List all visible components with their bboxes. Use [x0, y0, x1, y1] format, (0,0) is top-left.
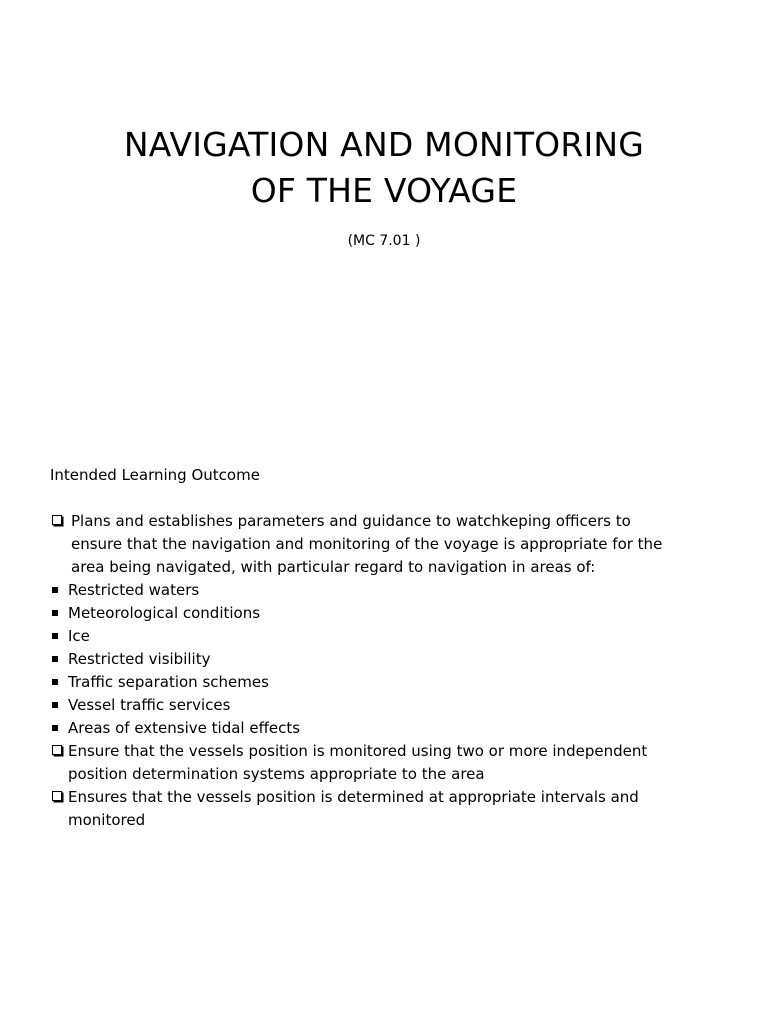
- square-bullet-icon: [52, 702, 58, 708]
- outcome-item-1-line-2: ensure that the navigation and monitoring of the voyage is appropriate for the: [71, 535, 663, 553]
- list-item: [50, 717, 750, 740]
- square-bullet-icon: [52, 679, 58, 685]
- title-line-2: OF THE VOYAGE: [250, 171, 518, 210]
- list-item: [50, 648, 750, 671]
- checkbox-icon: [52, 745, 62, 755]
- list-item-label: Restricted waters: [68, 581, 200, 599]
- list-item: [50, 625, 750, 648]
- outcome-item-2-line-2: position determination systems appropriate to the area: [68, 765, 485, 783]
- list-item: [50, 694, 750, 717]
- list-item-label: Vessel traffic services: [68, 696, 231, 714]
- checkbox-icon: [52, 515, 62, 525]
- outcome-item-1-line-3: area being navigated, with particular regard to navigation in areas of:: [71, 558, 596, 576]
- title-line-1: NAVIGATION AND MONITORING: [123, 125, 645, 164]
- outcome-item-3-line-1: Ensures that the vessels position is determined at appropriate intervals and: [68, 788, 639, 806]
- square-bullet-icon: [52, 610, 58, 616]
- page-title: [0, 122, 768, 214]
- list-item-label: Meteorological conditions: [68, 604, 261, 622]
- spacer: [50, 487, 750, 510]
- square-bullet-icon: [52, 587, 58, 593]
- square-bullet-icon: [52, 656, 58, 662]
- outcome-item-3-line-2: monitored: [68, 811, 146, 829]
- list-item: [50, 602, 750, 625]
- square-bullet-icon: [52, 633, 58, 639]
- subtitle: (MC 7.01 ): [347, 233, 421, 249]
- outcome-item-2: [50, 740, 750, 786]
- outcome-item-3: [50, 786, 750, 832]
- outcome-item-2-line-1: Ensure that the vessels position is monitored using two or more independent: [68, 742, 648, 760]
- list-item: [50, 579, 750, 602]
- list-item-label: Traffic separation schemes: [68, 673, 269, 691]
- outcome-item-1: [50, 510, 750, 579]
- list-item-label: Restricted visibility: [68, 650, 211, 668]
- square-bullet-icon: [52, 725, 58, 731]
- list-item-label: Areas of extensive tidal effects: [68, 719, 301, 737]
- list-item-label: Ice: [68, 627, 90, 645]
- checkbox-icon: [52, 791, 62, 801]
- learning-outcomes-section: [50, 464, 750, 832]
- list-item: [50, 671, 750, 694]
- outcome-item-1-line-1: Plans and establishes parameters and guidance to watchkeping officers to: [71, 512, 631, 530]
- section-heading: Intended Learning Outcome: [50, 466, 260, 484]
